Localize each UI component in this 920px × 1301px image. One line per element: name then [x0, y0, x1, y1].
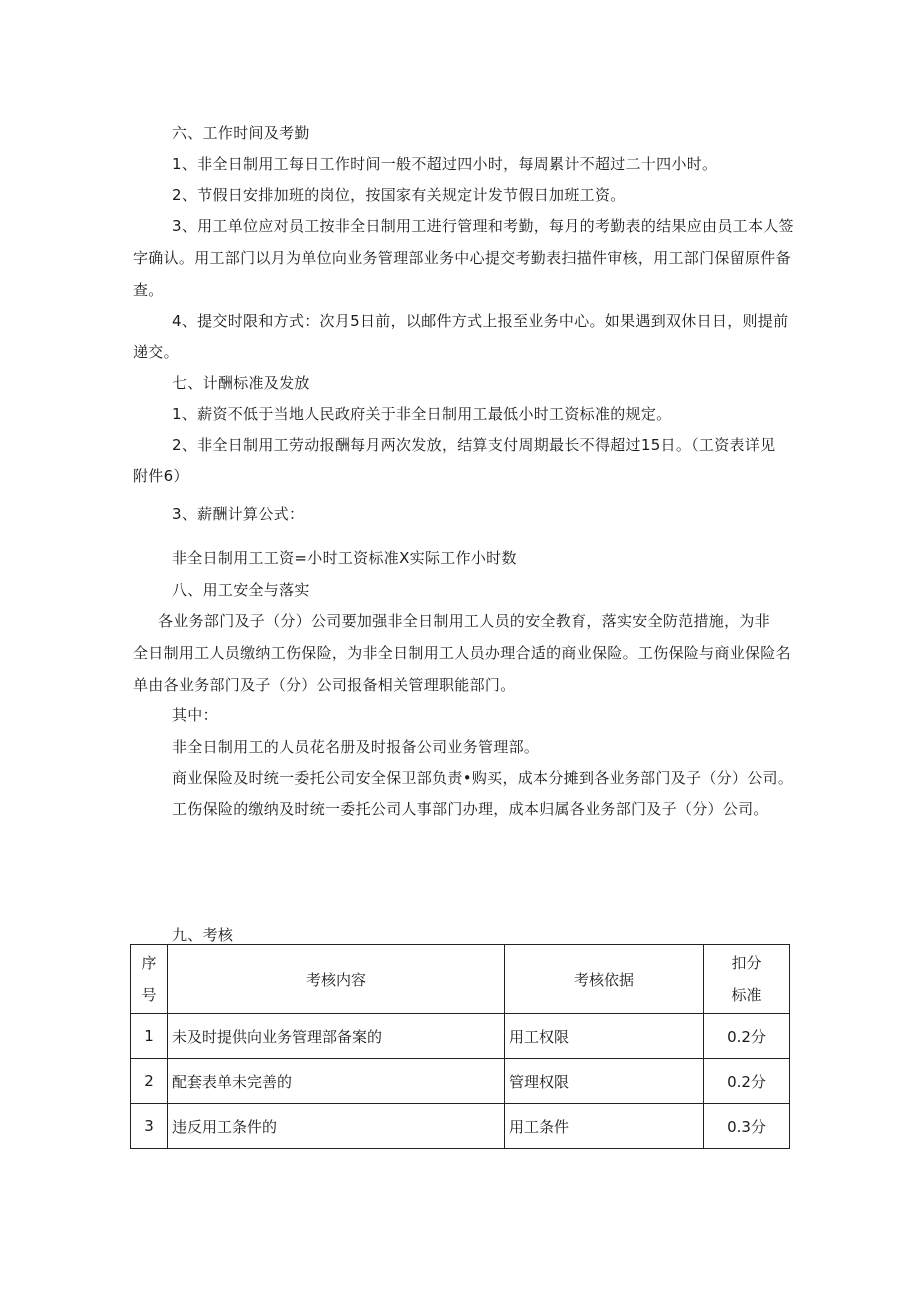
section-7-item-2-line-1: 2、非全日制用工劳动报酬每月两次发放，结算支付周期最长不得超过15日。（工资表详见 — [172, 436, 776, 454]
table-row — [131, 1104, 790, 1149]
section-8-para-line-2: 全日制用工人员缴纳工伤保险，为非全日制用工人员办理合适的商业保险。工伤保险与商业保险名 — [133, 644, 791, 662]
table-row — [131, 1014, 790, 1059]
section-8-para-line-1: 各业务部门及子（分）公司要加强非全日制用工人员的安全教育，落实安全防范措施，为非 — [158, 612, 771, 630]
row-content: 违反用工条件的 — [168, 1104, 505, 1149]
row-index: 2 — [131, 1059, 168, 1104]
header-content: 考核内容 — [168, 945, 505, 1014]
row-index: 1 — [131, 1014, 168, 1059]
section-8-title: 八、用工安全与落实 — [172, 581, 310, 599]
section-6-item-3-line-3: 查。 — [133, 281, 164, 299]
section-6-item-1: 1、非全日制用工每日工作时间一般不超过四小时，每周累计不超过二十四小时。 — [172, 155, 718, 173]
header-score — [704, 945, 790, 1014]
row-score: 0.3分 — [704, 1104, 790, 1149]
section-6-item-3-line-2: 字确认。用工部门以月为单位向业务管理部业务中心提交考勤表扫描件审核，用工部门保留原件备 — [133, 249, 791, 267]
section-6-title: 六、工作时间及考勤 — [172, 124, 310, 142]
header-score-top: 扣分 — [731, 954, 762, 972]
section-7-item-2-line-2: 附件6） — [133, 467, 189, 485]
row-content: 未及时提供向业务管理部备案的 — [168, 1014, 505, 1059]
section-7-item-3: 3、薪酬计算公式： — [172, 505, 305, 523]
row-score: 0.2分 — [704, 1014, 790, 1059]
header-score-bottom: 标准 — [731, 986, 762, 1004]
header-index-bottom: 号 — [141, 986, 157, 1004]
table-row — [131, 1059, 790, 1104]
section-8-note-1: 非全日制用工的人员花名册及时报备公司业务管理部。 — [172, 738, 540, 756]
salary-formula: 非全日制用工工资=小时工资标准X实际工作小时数 — [172, 549, 517, 567]
row-basis: 用工权限 — [505, 1014, 704, 1059]
section-8-para-line-3: 单由各业务部门及子（分）公司报备相关管理职能部门。 — [133, 676, 516, 694]
header-index-top: 序 — [141, 954, 157, 972]
header-basis: 考核依据 — [505, 945, 704, 1014]
section-8-among: 其中： — [172, 706, 218, 724]
section-8-note-2: 商业保险及时统一委托公司安全保卫部负责•购买，成本分摊到各业务部门及子（分）公司。 — [172, 769, 794, 787]
row-score: 0.2分 — [704, 1059, 790, 1104]
assessment-table — [130, 944, 790, 1149]
section-6-item-3-line-1: 3、用工单位应对员工按非全日制用工进行管理和考勤，每月的考勤表的结果应由员工本人签 — [172, 217, 794, 235]
section-7-item-1: 1、薪资不低于当地人民政府关于非全日制用工最低小时工资标准的规定。 — [172, 405, 672, 423]
row-content: 配套表单未完善的 — [168, 1059, 505, 1104]
section-7-title: 七、计酬标准及发放 — [172, 374, 310, 392]
section-8-note-3: 工伤保险的缴纳及时统一委托公司人事部门办理，成本归属各业务部门及子（分）公司。 — [172, 800, 769, 818]
table-header-row — [131, 945, 790, 1014]
header-index — [131, 945, 168, 1014]
row-basis: 管理权限 — [505, 1059, 704, 1104]
row-index: 3 — [131, 1104, 168, 1149]
section-9-title: 九、考核 — [172, 926, 234, 944]
section-6-item-4-line-2: 递交。 — [133, 343, 179, 361]
section-6-item-4-line-1: 4、提交时限和方式：次月5日前，以邮件方式上报至业务中心。如果遇到双休日日，则提前 — [172, 312, 789, 330]
row-basis: 用工条件 — [505, 1104, 704, 1149]
section-6-item-2: 2、节假日安排加班的岗位，按国家有关规定计发节假日加班工资。 — [172, 186, 626, 204]
